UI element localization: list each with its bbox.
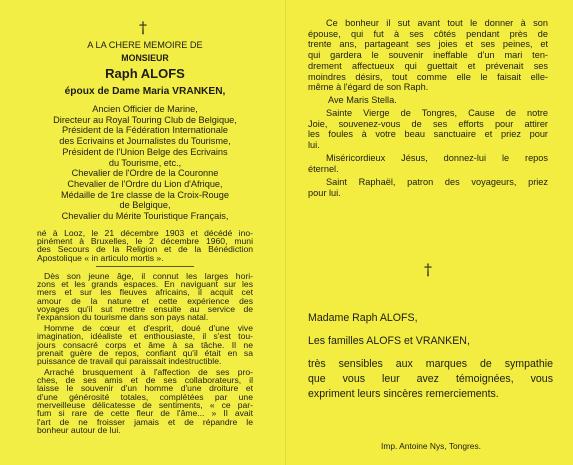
divider: [96, 266, 194, 267]
thanks-families: Les familles ALOFS et VRANKEN,: [308, 335, 470, 347]
title-line: de Belgique,: [119, 200, 171, 211]
text-line: moindres désirs, tout comme elle le faisait elle-: [308, 71, 548, 82]
text-line: trente ans, partageant ses joies et ses peines, et: [308, 39, 548, 50]
title-line: Chevalier du Mérite Touristique Français,: [61, 211, 229, 221]
text-line: l'art de ne froisser jamais et de répandre le: [37, 416, 253, 427]
title-line: Médaille de 1re classe de la Croix-Rouge: [60, 189, 229, 200]
text-line: fum si rare de cette fleur de l'âme... » Il avait: [37, 408, 253, 419]
title-line: Chevalier de l'Ordre du Lion d'Afrique,: [67, 178, 223, 189]
birth-line: Apostolique « in articulo mortis ».: [37, 252, 164, 263]
text-line: qui gardera le souvenir ineffable d'un mari ten-: [308, 50, 548, 61]
text-line: les foules à votre beau sanctuaire et priez pour: [308, 129, 548, 140]
text-line: jours consacré corps et âme à sa tâche. Il ne: [37, 339, 253, 350]
text-line: que vous leur avez témoignées, vous: [308, 373, 553, 385]
text-line: voyages qu'il sut mettre ensuite au service de: [37, 304, 253, 315]
text-line: éternel.: [308, 163, 339, 174]
text-line: prenait guère de repos, confiant qu'il était en sa: [37, 347, 253, 358]
text-line: Miséricordieux Jésus, donnez-lui le repos: [326, 153, 548, 163]
text-line: lui.: [308, 140, 320, 151]
cross-icon: †: [424, 260, 432, 279]
cross-icon: †: [139, 18, 147, 37]
deceased-name: Raph ALOFS: [105, 66, 185, 81]
text-line: mers et sur les fleuves africains, il acquit cet: [37, 287, 253, 298]
text-line: d'une générosité totales, complétées par une: [37, 391, 253, 402]
birth-line: pinément à Bruxelles, le 2 décembre 1960, muni: [37, 236, 253, 247]
text-line: Joie, souvenez-vous de ses efforts pour attirer: [308, 118, 548, 129]
text-line: Arraché brusquement à l'affection de ses pro-: [44, 366, 253, 377]
title-line: des Ecrivains et Journalistes du Tourisme,: [59, 136, 231, 147]
memory-line: A LA CHERE MEMOIRE DE: [87, 40, 203, 50]
text-line: Homme de cœur et d'esprit, doué d'une vive: [44, 322, 253, 333]
title-line: Ancien Officier de Marine,: [92, 104, 198, 114]
thanks-name: Madame Raph ALOFS,: [308, 312, 418, 324]
ave-maris-stella: Ave Maris Stella.: [328, 95, 397, 105]
text-line: expriment leurs sincères remerciements.: [308, 388, 499, 400]
text-line: pour lui.: [308, 187, 341, 198]
text-line: bonheur autour de lui.: [37, 425, 121, 436]
text-line: l'expansion du tourisme dans son pays natal.: [37, 312, 209, 323]
text-line: Saint Raphaël, patron des voyageurs, priez: [326, 177, 548, 187]
text-line: imagination, idéaliste et enthousiaste, il s'est tou-: [37, 331, 253, 342]
title-line: du Tourisme, etc.,: [108, 157, 182, 168]
text-line: puissance de travail qui paraissait indestructible.: [37, 356, 222, 367]
birth-line: né à Looz, le 21 décembre 1903 et décédé ino-: [37, 227, 253, 238]
left-page: [0, 0, 286, 465]
text-line: Sainte Vierge de Tongres, Cause de notre: [326, 108, 548, 118]
title-line: Chevalier de l'Ordre de la Couronne: [71, 168, 219, 179]
monsieur-label: MONSIEUR: [121, 53, 169, 63]
title-line: Directeur au Royal Touring Club de Belgique,: [53, 114, 237, 125]
text-line: Ce bonheur il sut avant tout le donner à son: [326, 18, 548, 28]
text-line: très sensibles aux marques de sympathie: [308, 358, 553, 370]
text-line: même à l'égard de son Raph.: [308, 82, 429, 93]
title-line: Président de l'Union Belge des Ecrivains: [62, 146, 228, 157]
right-page: [286, 0, 573, 465]
text-line: amour de la nature et cette expérience des: [37, 295, 253, 306]
printer-credit: Imp. Antoine Nys, Tongres.: [381, 441, 481, 451]
birth-line: des Secours de la Religion et de la Bénédiction: [37, 244, 253, 255]
text-line: ches, de ses amis et de ses collaborateurs, il: [37, 374, 253, 385]
text-line: épouse, qui fut à ses côtés pendant près de: [308, 28, 548, 39]
text-line: drement affectueux qui guettait et prévenait ses: [308, 60, 548, 71]
text-line: laisse le souvenir d'un homme d'une droiture et: [37, 383, 253, 394]
text-line: merveilleuse délicatesse de sentiments, « ce par-: [37, 400, 253, 410]
text-line: Dès son jeune âge, il connut les larges hori-: [44, 270, 253, 281]
title-line: Président de la Fédération Internationale: [62, 125, 228, 136]
text-line: zons et les grands espaces. En naviguant sur les: [37, 279, 253, 290]
spouse-line: époux de Dame Maria VRANKEN,: [64, 86, 226, 97]
